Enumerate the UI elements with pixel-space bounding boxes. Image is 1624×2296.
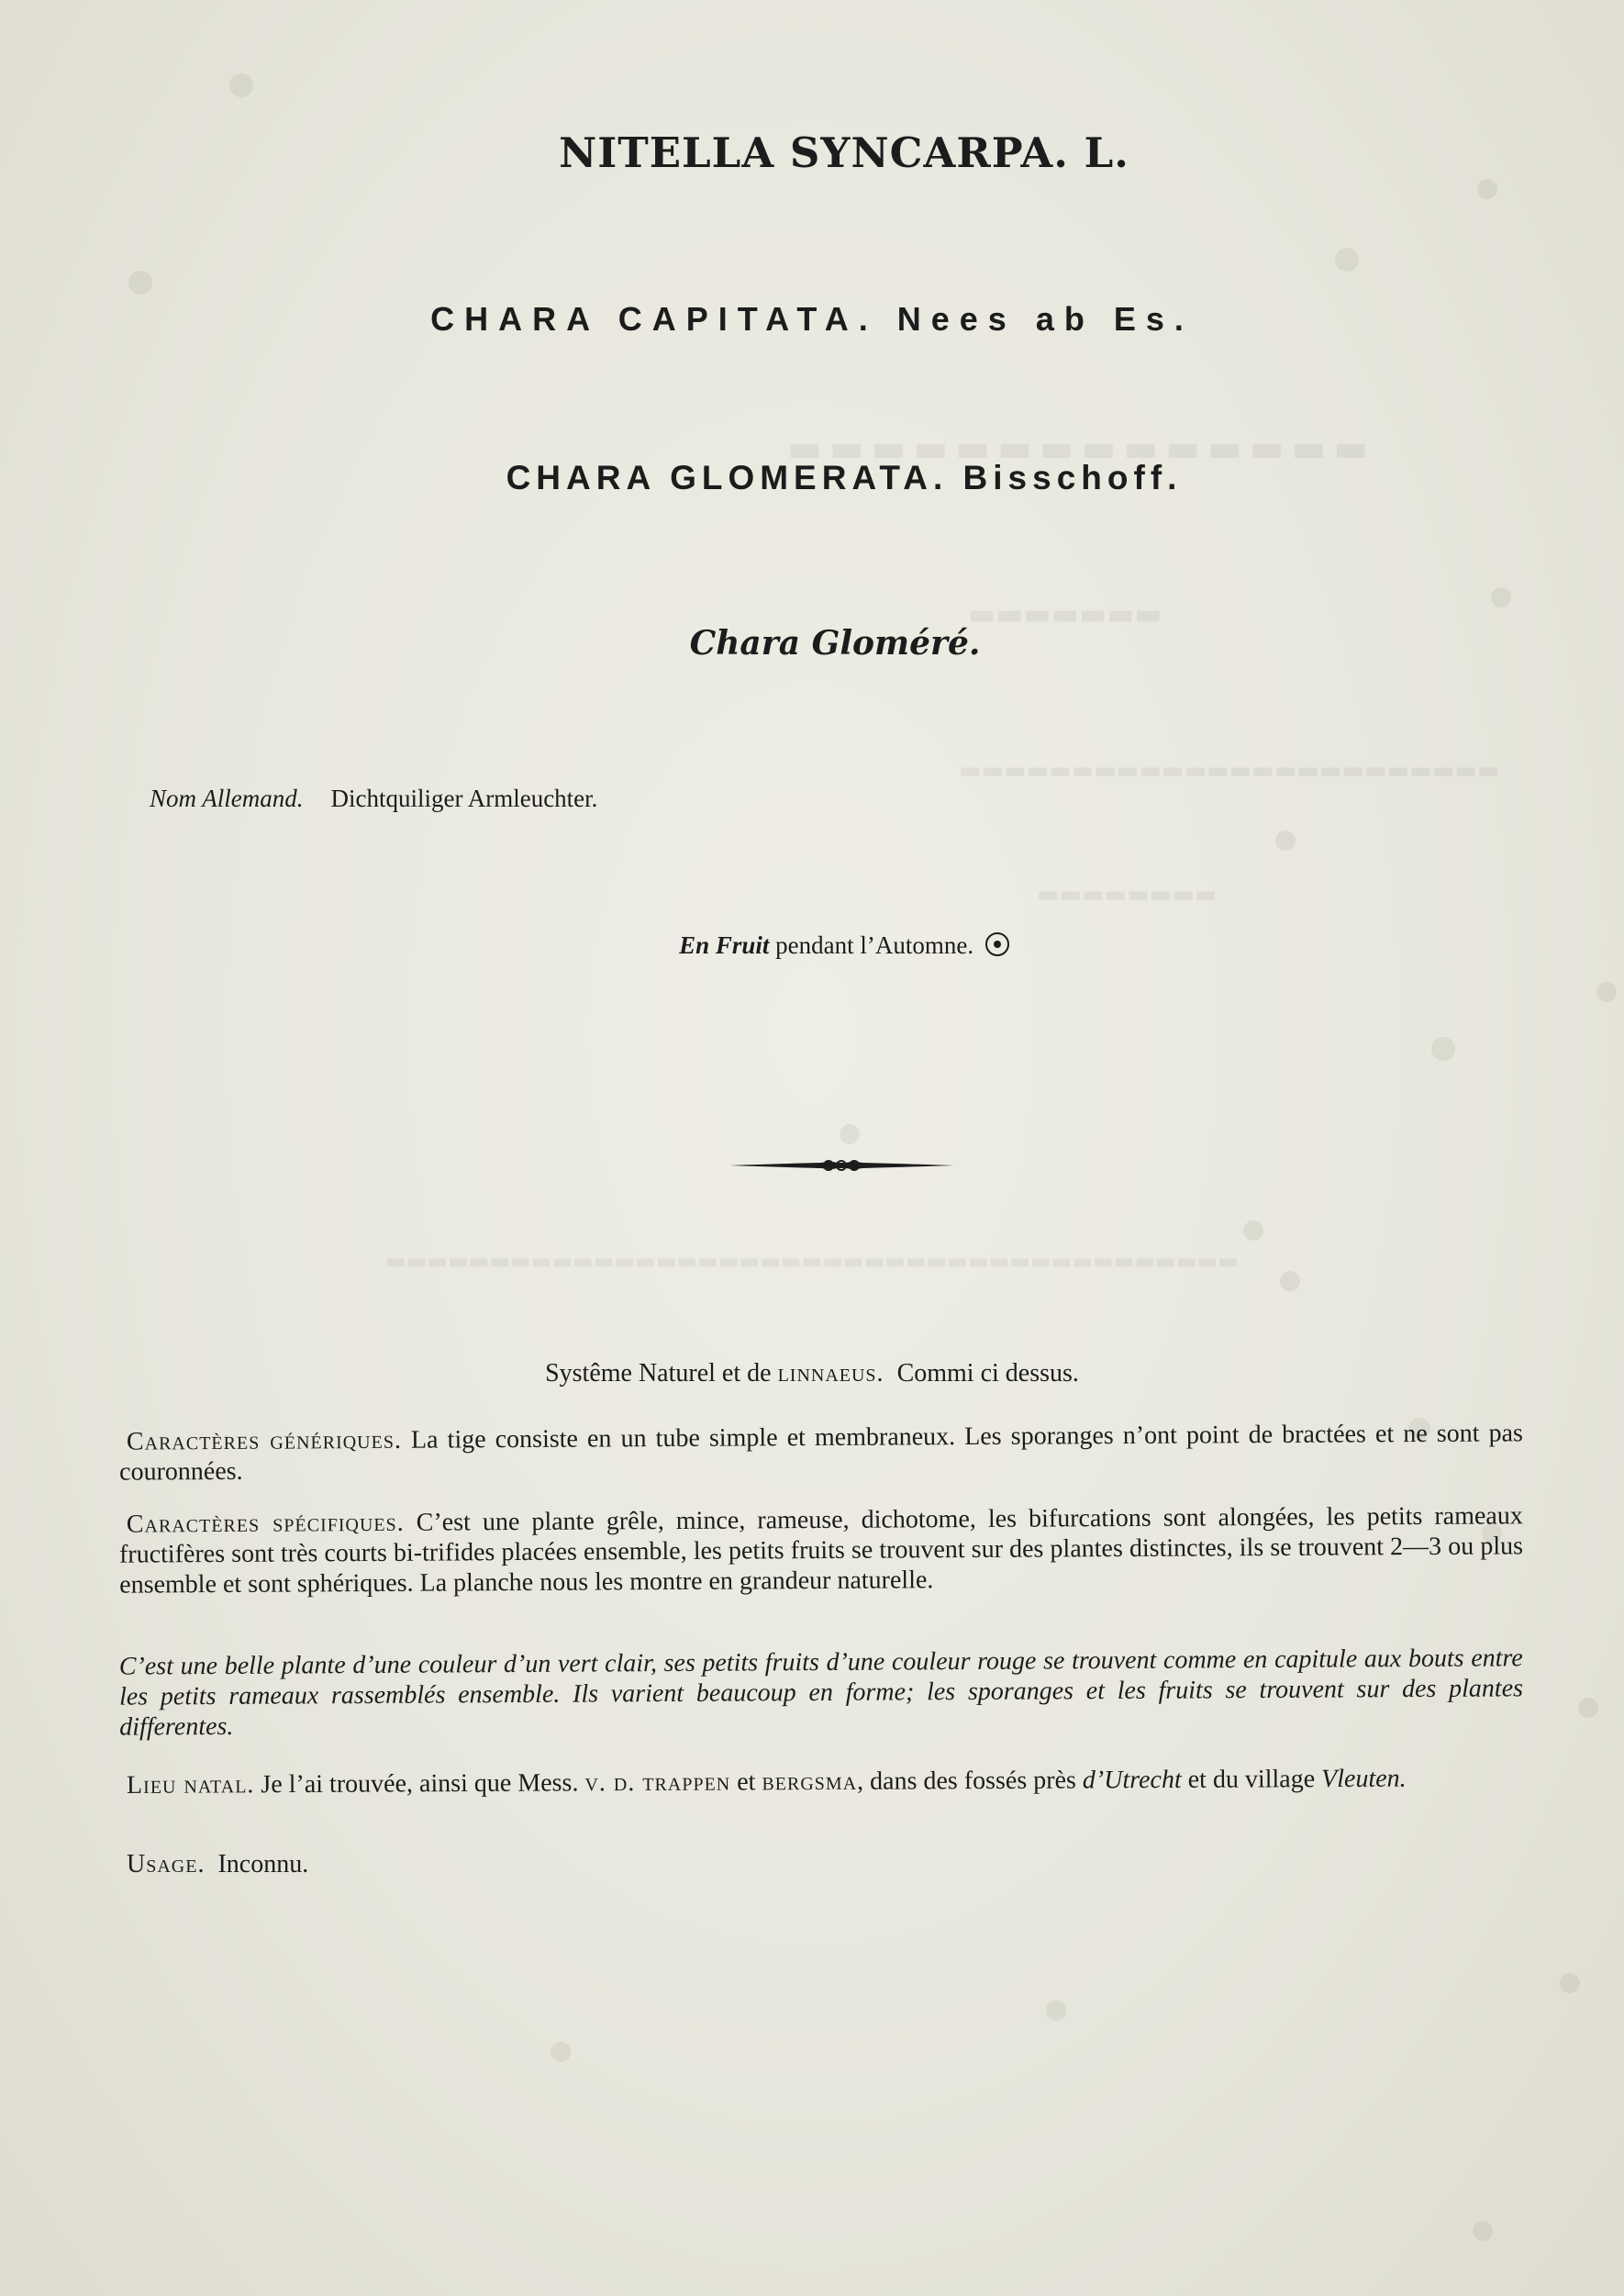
paper-speck <box>1477 179 1497 199</box>
habitat-place-1: d’Utrecht <box>1082 1765 1182 1795</box>
habitat-and: et <box>737 1767 756 1797</box>
specific-characters-label: Caractères spécifiques. <box>126 1508 405 1539</box>
habitat-paragraph <box>119 1763 1523 1800</box>
habitat-name-2: bergsma <box>762 1767 858 1797</box>
paper-speck <box>551 2042 571 2062</box>
paper-speck <box>128 271 152 295</box>
habitat-place-2: Vleuten. <box>1321 1764 1407 1794</box>
system-linnaeus: linnaeus. <box>777 1359 884 1388</box>
title-chara-glomerata: CHARA GLOMERATA. Bisschoff. <box>506 459 1183 496</box>
paper-speck <box>1046 2001 1066 2021</box>
title-chara-capitata: CHARA CAPITATA. Nees ab Es. <box>430 300 1194 338</box>
paper-speck <box>1243 1220 1263 1241</box>
german-name-label: Nom Allemand. <box>150 785 304 812</box>
generic-characters-label: Caractères génériques. <box>126 1425 403 1456</box>
usage-text: Inconnu. <box>217 1850 309 1878</box>
system-pre: Systême Naturel et de <box>545 1359 772 1388</box>
paper-speck <box>1280 1271 1300 1291</box>
specific-characters-paragraph <box>119 1500 1524 1599</box>
usage-label: Usage. <box>127 1850 206 1878</box>
german-name-line <box>150 785 597 813</box>
paper-speck <box>840 1124 860 1144</box>
german-name-value: Dichtquiliger Armleuchter. <box>330 785 598 812</box>
title-nitella-syncarpa: NITELLA SYNCARPA. L. <box>559 128 1129 177</box>
paper-speck <box>229 73 253 97</box>
paper-speck <box>1560 1973 1580 1993</box>
habitat-text-3: et du village <box>1187 1765 1316 1794</box>
system-line <box>0 1358 1624 1388</box>
paper-speck <box>1578 1698 1598 1718</box>
title-chara-glomere: Chara Gloméré. <box>689 624 981 663</box>
habitat-text-1: Je l’ai trouvée, ainsi que Mess. <box>261 1768 579 1800</box>
fruiting-text: pendant l’Automne. <box>775 931 974 959</box>
show-through-text: ▬▬▬▬▬▬▬▬ <box>1037 881 1218 908</box>
specific-characters-text: C’est une plante grêle, mince, rameuse, dichotome, les bifurcations sont alongées, les petits rameaux fructifères sont très courts bi-trifides placées ensemble, les petits fruits se trouvent sur des plantes distinctes, ils se trouvent 2—3 ou plus ensemble et sont sphériques. La planche nous les montre en grandeur naturelle. <box>118 1501 1524 1599</box>
paper-speck <box>1335 248 1359 272</box>
habitat-text-2: , dans des fossés près <box>857 1766 1076 1796</box>
system-post: Commi ci dessus. <box>896 1359 1079 1388</box>
paper-speck <box>1491 587 1511 607</box>
paper-speck <box>1473 2221 1493 2241</box>
show-through-text: ▬▬▬▬▬▬▬▬▬▬▬▬▬▬▬▬▬▬▬▬▬▬▬▬ <box>959 757 1500 785</box>
fruiting-season-line <box>0 931 1624 960</box>
generic-characters-text: La tige consiste en un tube simple et membraneux. Les sporanges n’ont point de bractées et ne sont pas couronnées. <box>119 1419 1523 1487</box>
paper-speck <box>1596 982 1617 1002</box>
show-through-text: ▬▬▬▬▬▬▬ <box>968 596 1162 631</box>
fruiting-label: En Fruit <box>679 931 770 959</box>
annual-symbol-icon <box>985 932 1009 956</box>
generic-characters-paragraph <box>119 1418 1523 1487</box>
usage-paragraph <box>119 1849 1523 1879</box>
show-through-text: ▬▬▬▬▬▬▬▬▬▬▬▬▬▬▬▬▬▬▬▬▬▬▬▬▬▬▬▬▬▬▬▬▬▬▬▬▬▬▬▬▬ <box>385 1248 1239 1274</box>
habitat-name-1: v. d. trappen <box>584 1767 731 1798</box>
ornament-divider-icon <box>729 1152 954 1179</box>
paper-speck <box>1275 830 1296 851</box>
habitat-label: Lieu natal. <box>126 1770 255 1800</box>
paper-speck <box>1431 1037 1455 1061</box>
show-through-text: ▬▬▬▬▬▬▬▬▬▬▬▬▬▬ <box>780 427 1369 470</box>
description-paragraph: C’est une belle plante d’une couleur d’un vert clair, ses petits fruits d’une couleur rouge se trouvent comme en capitule aux bouts entre les petits rameaux rassemblés ensemble. Ils varient beaucoup en forme; les sporanges et les fruits se trouvent sur des plantes differentes. <box>118 1644 1524 1742</box>
